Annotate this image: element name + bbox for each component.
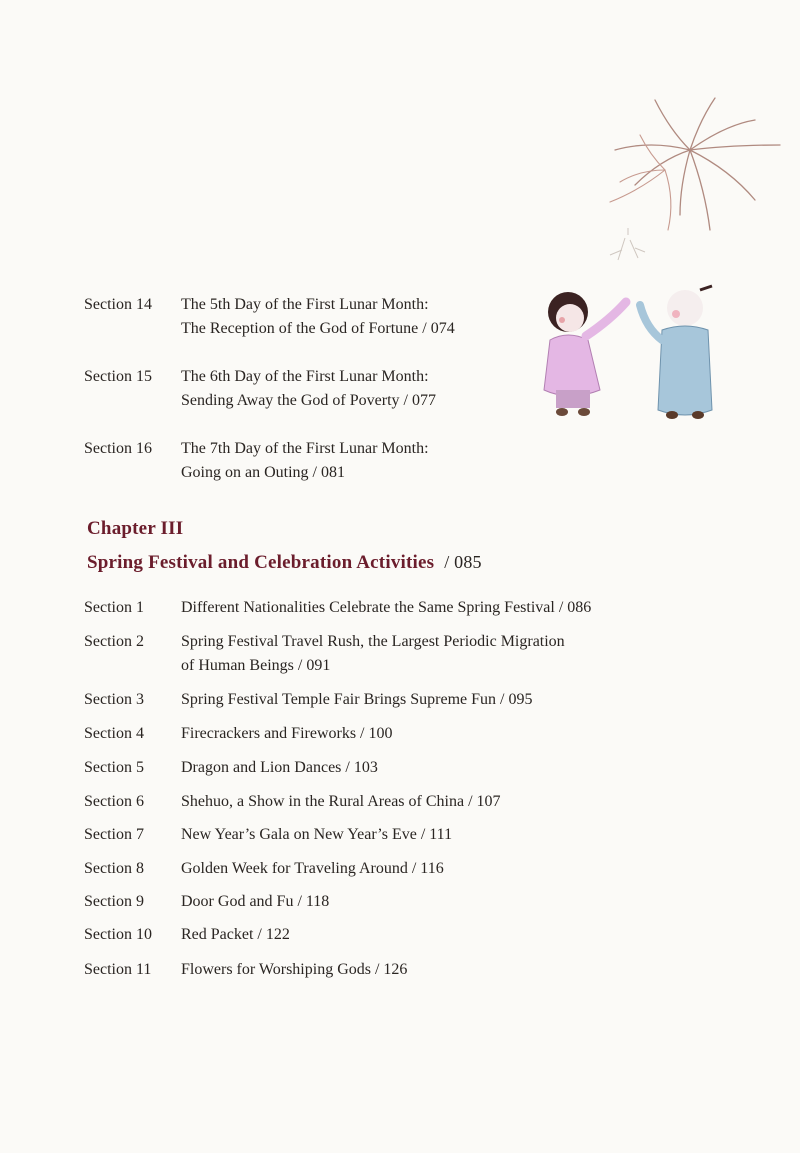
- section-label: Section 2: [84, 633, 144, 650]
- boy-figure-icon: [640, 286, 712, 419]
- entry-title-line: Dragon and Lion Dances / 103: [181, 759, 378, 776]
- section-label: Section 14: [84, 296, 152, 313]
- section-label: Section 7: [84, 826, 144, 843]
- entry-title-line: Door God and Fu / 118: [181, 893, 330, 910]
- entry-title-line: Spring Festival Temple Fair Brings Supreme Fun / 095: [181, 691, 533, 708]
- chapter-title-row[interactable]: [87, 552, 482, 574]
- entry-title-line: The 6th Day of the First Lunar Month:: [181, 368, 429, 385]
- entry-title-line: Shehuo, a Show in the Rural Areas of China / 107: [181, 793, 501, 810]
- entry-title-line: Red Packet / 122: [181, 926, 290, 943]
- section-label: Section 5: [84, 759, 144, 776]
- section-label: Section 6: [84, 793, 144, 810]
- entry-title-line: Golden Week for Traveling Around / 116: [181, 860, 444, 877]
- children-fireworks-illustration: [540, 90, 800, 430]
- chapter-page-number: / 085: [444, 552, 482, 572]
- entry-title-line: The 7th Day of the First Lunar Month:: [181, 440, 429, 457]
- section-label: Section 10: [84, 926, 152, 943]
- entry-title-line: New Year’s Gala on New Year’s Eve / 111: [181, 826, 453, 843]
- section-label: Section 15: [84, 368, 152, 385]
- entry-title-line: Flowers for Worshiping Gods / 126: [181, 961, 408, 978]
- section-label: Section 1: [84, 599, 144, 616]
- section-label: Section 8: [84, 860, 144, 877]
- section-label: Section 16: [84, 440, 152, 457]
- section-label: Section 3: [84, 691, 144, 708]
- section-label: Section 11: [84, 961, 152, 978]
- entry-title-line: Going on an Outing / 081: [181, 464, 345, 481]
- entry-title-line: Spring Festival Travel Rush, the Largest Periodic Migration: [181, 633, 565, 650]
- entry-title-line: of Human Beings / 091: [181, 657, 331, 674]
- chapter-title: Spring Festival and Celebration Activities: [87, 552, 435, 573]
- entry-title-line: Firecrackers and Fireworks / 100: [181, 725, 393, 742]
- entry-title-line: The Reception of the God of Fortune / 074: [181, 320, 455, 337]
- chapter-label: Chapter III: [87, 518, 184, 539]
- section-label: Section 4: [84, 725, 144, 742]
- section-label: Section 9: [84, 893, 144, 910]
- entry-title-line: Different Nationalities Celebrate the Same Spring Festival / 086: [181, 599, 592, 616]
- girl-figure-icon: [544, 292, 626, 416]
- firework-burst-icon: [615, 98, 780, 230]
- entry-title-line: The 5th Day of the First Lunar Month:: [181, 296, 429, 313]
- entry-title-line: Sending Away the God of Poverty / 077: [181, 392, 436, 409]
